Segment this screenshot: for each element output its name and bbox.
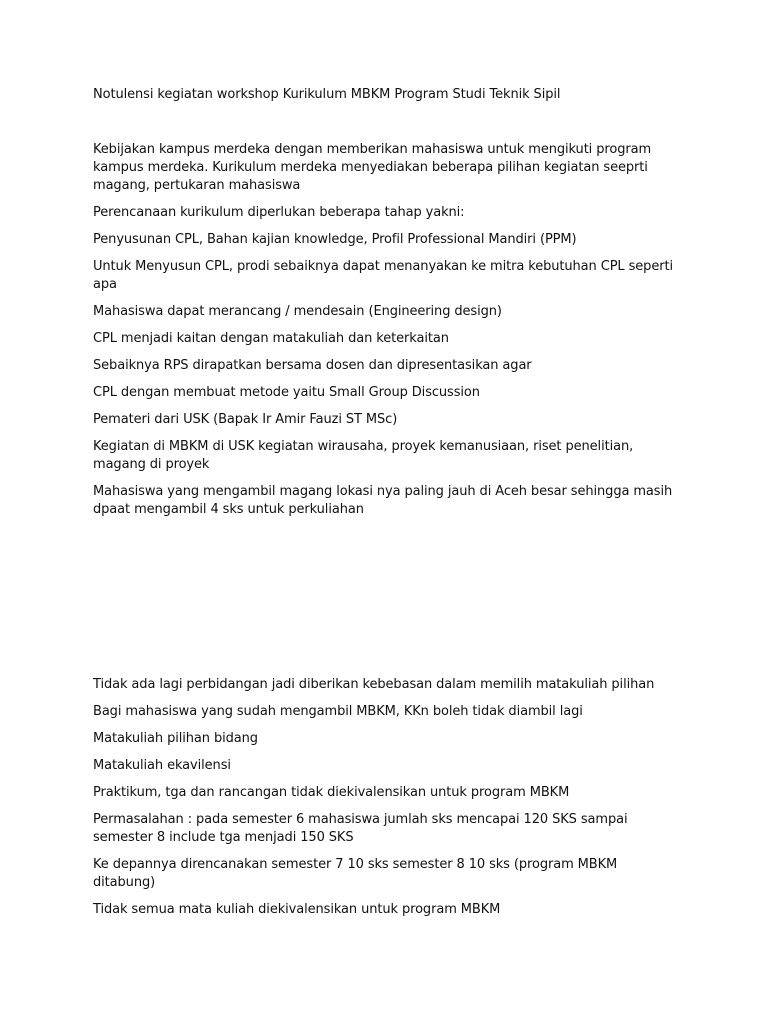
paragraph: Mahasiswa dapat merancang / mendesain (Engineering design): [93, 304, 502, 319]
paragraph: Pemateri dari USK (Bapak Ir Amir Fauzi ST MSc): [93, 412, 398, 427]
document-title: Notulensi kegiatan workshop Kurikulum MBKM Program Studi Teknik Sipil: [93, 87, 561, 102]
paragraph: Tidak semua mata kuliah diekivalensikan untuk program MBKM: [93, 902, 501, 917]
paragraph: CPL dengan membuat metode yaitu Small Group Discussion: [93, 385, 480, 400]
paragraph: Praktikum, tga dan rancangan tidak diekivalensikan untuk program MBKM: [93, 785, 570, 800]
paragraph: Bagi mahasiswa yang sudah mengambil MBKM, KKn boleh tidak diambil lagi: [93, 704, 583, 719]
paragraph: Kegiatan di MBKM di USK kegiatan wirausaha, proyek kemanusiaan, riset penelitian, magang di proyek: [93, 439, 634, 472]
paragraph: Mahasiswa yang mengambil magang lokasi nya paling jauh di Aceh besar sehingga masih dpaat mengambil 4 sks untuk perkuliahan: [93, 484, 673, 517]
notes-section-b: [93, 676, 683, 928]
paragraph: Matakuliah ekavilensi: [93, 758, 231, 773]
paragraph: Sebaiknya RPS dirapatkan bersama dosen dan dipresentasikan agar: [93, 358, 532, 373]
paragraph: Untuk Menyusun CPL, prodi sebaiknya dapat menanyakan ke mitra kebutuhan CPL seperti apa: [93, 259, 673, 292]
paragraph: CPL menjadi kaitan dengan matakuliah dan keterkaitan: [93, 331, 449, 346]
paragraph: Permasalahan : pada semester 6 mahasiswa jumlah sks mencapai 120 SKS sampai semester 8 include tga menjadi 150 SKS: [93, 812, 628, 845]
paragraph: Ke depannya direncanakan semester 7 10 sks semester 8 10 sks (program MBKM ditabung): [93, 857, 618, 890]
paragraph: Kebijakan kampus merdeka dengan memberikan mahasiswa untuk mengikuti program kampus merdeka. Kurikulum merdeka menyediakan beberapa pilihan kegiatan seeprti magang, pertukaran mahasiswa: [93, 142, 652, 193]
paragraph: Perencanaan kurikulum diperlukan beberapa tahap yakni:: [93, 205, 465, 220]
notes-section-a: [93, 141, 683, 528]
paragraph: Penyusunan CPL, Bahan kajian knowledge, Profil Professional Mandiri (PPM): [93, 232, 577, 247]
paragraph: Matakuliah pilihan bidang: [93, 731, 258, 746]
document-title-block: [93, 86, 683, 113]
paragraph: Tidak ada lagi perbidangan jadi diberikan kebebasan dalam memilih matakuliah pilihan: [93, 677, 655, 692]
